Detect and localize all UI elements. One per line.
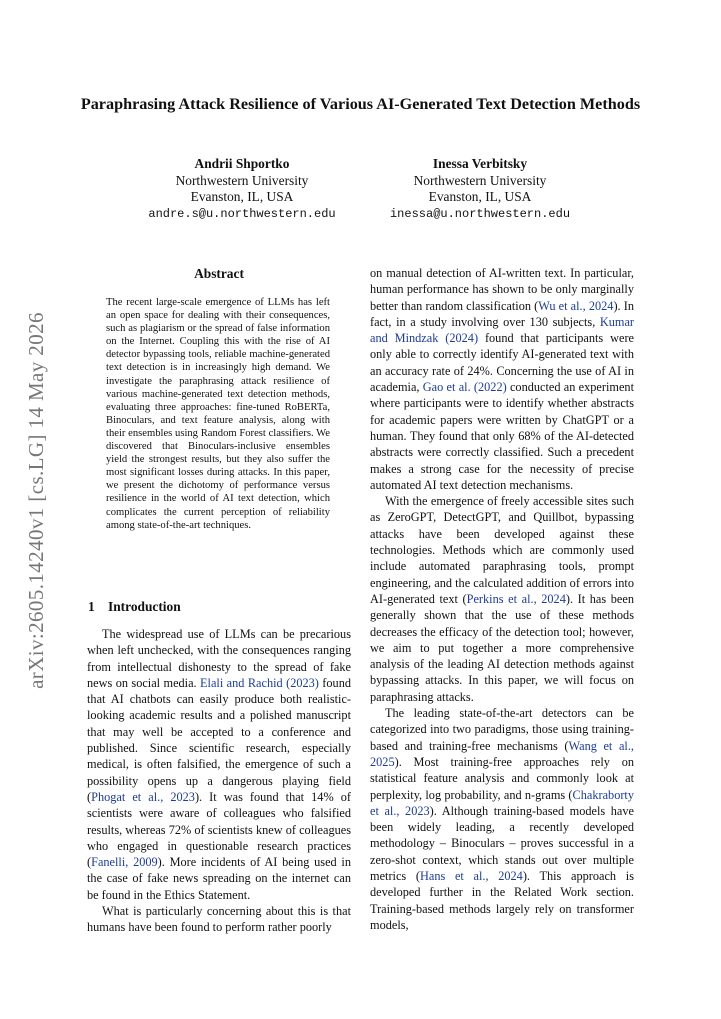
section-heading-introduction bbox=[88, 599, 181, 615]
body-text: found that participants were only able to correctly identify AI-generated text with an accuracy rate of 24%. Concerning the use of AI in academia, bbox=[370, 331, 634, 395]
body-text: The leading state-of-the-art detectors can be categorized into two paradigms, those using training-based and training-free mechanisms ( bbox=[370, 706, 634, 753]
author-block-2 bbox=[360, 156, 600, 223]
arxiv-stamp-text: arXiv:2605.14240v1 [cs.LG] 14 May 2026 bbox=[23, 311, 48, 689]
citation-link[interactable]: Wang et al., 2025 bbox=[370, 738, 634, 769]
body-text: ). Most training-free approaches rely on statistical feature analysis and commonly look at perplexity, log probability, and n-grams ( bbox=[370, 754, 634, 802]
body-paragraph bbox=[87, 903, 351, 936]
body-text: ). It has been generally shown that the use of these methods decreases the efficacy of the detection tool; however, we aim to put together a more comprehensive analysis of the leading AI detection methods against bypassing attacks. In this paper, we will focus on paraphrasing attacks. bbox=[370, 591, 634, 704]
body-text: ). It was found that 14% of scientists were aware of colleagues who falsified results, whereas 72% of scientists knew of colleagues who engaged in questionable research practices ( bbox=[87, 789, 351, 870]
body-text: found that AI chatbots can easily produce both realistic-looking academic results and a polished manuscript that may well be accepted to a conference and published. Since scientific research, especially medical, is often falsified, the emergence of such a possibility opens up a dangerous playing field ( bbox=[87, 675, 351, 804]
body-paragraph bbox=[370, 265, 634, 493]
section-title: Introduction bbox=[108, 599, 181, 614]
abstract-text: The recent large-scale emergence of LLMs has left an open space for dealing with their consequences, such as plagiarism or the spread of false information on the Internet. Coupling this with the rise of AI detector bypassing tools, reliable machine-generated text detection is in increasingly high demand. We investigate the paraphrasing attack resilience of various machine-generated text detection methods, evaluating three approaches: fine-tuned RoBERTa, Binoculars, and text feature analysis, along with their ensembles using Random Forest classifiers. We discovered that Binoculars-inclusive ensembles yield the strongest results, but they also suffer the most significant losses during attacks. In this paper, we present the dichotomy of performance versus resilience in the world of AI text detection, which complicates the current perception of reliability among state-of-the-art techniques. bbox=[106, 297, 330, 531]
left-column-body bbox=[87, 626, 351, 936]
body-paragraph bbox=[370, 705, 634, 933]
section-number: 1 bbox=[88, 599, 95, 614]
body-text: on manual detection of AI-written text. In particular, human performance has shown to be only marginally better than random classification ( bbox=[370, 266, 634, 313]
right-column-body bbox=[370, 265, 634, 933]
author-name: Andrii Shportko bbox=[194, 156, 290, 171]
citation-link[interactable]: Hans et al., 2024 bbox=[419, 868, 523, 883]
citation-link[interactable]: Elali and Rachid (2023) bbox=[200, 675, 319, 690]
citation-link[interactable]: Gao et al. (2022) bbox=[422, 380, 507, 395]
paper-title: Paraphrasing Attack Resilience of Various AI-Generated Text Detection Methods bbox=[80, 95, 641, 113]
citation-link[interactable]: Chakraborty et al., 2023 bbox=[370, 787, 634, 818]
author-affiliation: Northwestern University bbox=[413, 172, 547, 188]
body-paragraph bbox=[370, 493, 634, 705]
body-text: conducted an experiment where participants were to identify whether abstracts for academic papers were written by ChatGPT or a human. They found that only 68% of the AI-detected abstracts were correctly classified. Such a precedent makes a strong case for the necessity of precise automated AI text detection mechanisms. bbox=[370, 380, 634, 492]
author-location: Evanston, IL, USA bbox=[190, 189, 294, 205]
citation-link[interactable]: Kumar and Mindzak (2024) bbox=[370, 314, 634, 346]
citation-link[interactable]: Phogat et al., 2023 bbox=[91, 789, 195, 804]
body-text: The widespread use of LLMs can be precarious when left unchecked, with the consequences ranging from intellectual dishonesty to the spread of fake news on social media. bbox=[87, 627, 351, 690]
body-text: ). This approach is developed further in the Related Work section. Training-based methods largely rely on transformer models, bbox=[370, 868, 634, 932]
author-name: Inessa Verbitsky bbox=[432, 156, 528, 171]
body-text: ). Although training-based models have been widely leading, a recently developed methodology – Binoculars – proves successful in a zero-shot context, which stands out over multiple metrics ( bbox=[370, 803, 634, 883]
body-paragraph bbox=[87, 626, 351, 903]
abstract-heading: Abstract bbox=[194, 266, 244, 281]
author-affiliation: Northwestern University bbox=[175, 172, 309, 188]
author-email[interactable]: andre.s@u.northwestern.edu bbox=[148, 207, 336, 222]
body-text: ). In fact, in a study involving over 130 subjects, bbox=[370, 298, 634, 329]
body-text: What is particularly concerning about this is that humans have been found to perform rather poorly bbox=[87, 904, 351, 935]
author-location: Evanston, IL, USA bbox=[428, 189, 532, 205]
citation-link[interactable]: Fanelli, 2009 bbox=[91, 855, 158, 870]
author-email[interactable]: inessa@u.northwestern.edu bbox=[389, 207, 571, 222]
body-text: ). More incidents of AI being used in the case of fake news spreading on the internet can be found in the Ethics Statement. bbox=[87, 855, 351, 902]
arxiv-stamp bbox=[14, 300, 58, 700]
body-text: With the emergence of freely accessible sites such as ZeroGPT, DetectGPT, and Quillbot, bypassing attacks have been developed against these technologies. Methods which are commonly used include automated paraphrasing tools, prompt engineering, and the calculated addition of errors into AI-generated text ( bbox=[370, 494, 634, 606]
author-block-1 bbox=[122, 156, 362, 223]
citation-link[interactable]: Wu et al., 2024 bbox=[538, 298, 614, 313]
citation-link[interactable]: Perkins et al., 2024 bbox=[466, 591, 566, 606]
